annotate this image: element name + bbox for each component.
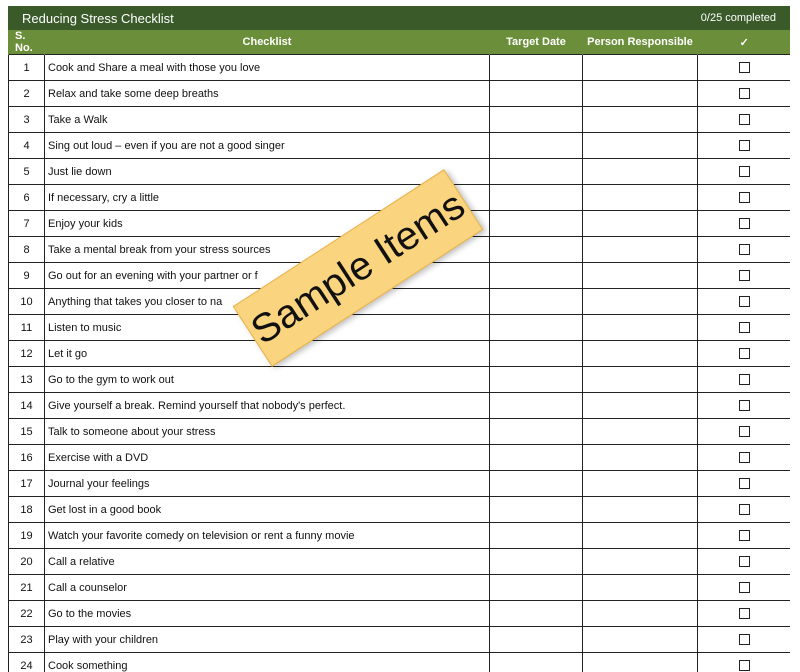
- table-row: [9, 393, 791, 419]
- table-row: [9, 107, 791, 133]
- person-responsible-cell[interactable]: [583, 185, 698, 211]
- done-cell: [698, 497, 791, 523]
- person-responsible-cell[interactable]: [583, 549, 698, 575]
- checklist-item-text[interactable]: Relax and take some deep breaths: [45, 81, 490, 107]
- person-responsible-cell[interactable]: [583, 601, 698, 627]
- checklist-table: [8, 30, 790, 672]
- row-number: 17: [9, 471, 45, 497]
- table-row: [9, 289, 791, 315]
- person-responsible-cell[interactable]: [583, 159, 698, 185]
- sheet-title: Reducing Stress Checklist: [22, 10, 174, 26]
- target-date-cell[interactable]: [490, 107, 583, 133]
- done-cell: [698, 133, 791, 159]
- person-responsible-cell[interactable]: [583, 367, 698, 393]
- table-row: [9, 471, 791, 497]
- row-number: 8: [9, 237, 45, 263]
- target-date-cell[interactable]: [490, 55, 583, 81]
- done-cell: [698, 627, 791, 653]
- target-date-cell[interactable]: [490, 237, 583, 263]
- checklist-item-text[interactable]: Talk to someone about your stress: [45, 419, 490, 445]
- table-row: [9, 315, 791, 341]
- done-cell: [698, 185, 791, 211]
- person-responsible-cell[interactable]: [583, 55, 698, 81]
- target-date-cell[interactable]: [490, 653, 583, 672]
- checkbox[interactable]: [739, 218, 750, 229]
- row-number: 18: [9, 497, 45, 523]
- checkbox[interactable]: [739, 400, 750, 411]
- row-number: 6: [9, 185, 45, 211]
- checklist-item-text[interactable]: Listen to music: [45, 315, 490, 341]
- target-date-cell[interactable]: [490, 185, 583, 211]
- checkbox[interactable]: [739, 608, 750, 619]
- row-number: 9: [9, 263, 45, 289]
- done-cell: [698, 263, 791, 289]
- checklist-item-text[interactable]: Let it go: [45, 341, 490, 367]
- person-responsible-cell[interactable]: [583, 237, 698, 263]
- done-cell: [698, 653, 791, 672]
- person-responsible-cell[interactable]: [583, 393, 698, 419]
- row-number: 14: [9, 393, 45, 419]
- target-date-cell[interactable]: [490, 549, 583, 575]
- target-date-cell[interactable]: [490, 393, 583, 419]
- table-row: [9, 419, 791, 445]
- target-date-cell[interactable]: [490, 419, 583, 445]
- checklist-item-text[interactable]: Call a relative: [45, 549, 490, 575]
- done-cell: [698, 107, 791, 133]
- person-responsible-cell[interactable]: [583, 419, 698, 445]
- person-responsible-cell[interactable]: [583, 315, 698, 341]
- checklist-item-text[interactable]: Go out for an evening with your partner or f: [45, 263, 490, 289]
- column-header-person-responsible: Person Responsible: [583, 30, 698, 55]
- table-row: [9, 55, 791, 81]
- row-number: 4: [9, 133, 45, 159]
- target-date-cell[interactable]: [490, 523, 583, 549]
- done-cell: [698, 289, 791, 315]
- target-date-cell[interactable]: [490, 601, 583, 627]
- target-date-cell[interactable]: [490, 471, 583, 497]
- row-number: 15: [9, 419, 45, 445]
- target-date-cell[interactable]: [490, 211, 583, 237]
- done-cell: [698, 211, 791, 237]
- checklist-item-text[interactable]: Take a mental break from your stress sources: [45, 237, 490, 263]
- checkbox[interactable]: [739, 504, 750, 515]
- row-number: 1: [9, 55, 45, 81]
- checkbox[interactable]: [739, 634, 750, 645]
- person-responsible-cell[interactable]: [583, 575, 698, 601]
- done-cell: [698, 549, 791, 575]
- checklist-item-text[interactable]: Journal your feelings: [45, 471, 490, 497]
- checkbox[interactable]: [739, 348, 750, 359]
- checkbox[interactable]: [739, 530, 750, 541]
- person-responsible-cell[interactable]: [583, 107, 698, 133]
- person-responsible-cell[interactable]: [583, 133, 698, 159]
- done-cell: [698, 237, 791, 263]
- row-number: 22: [9, 601, 45, 627]
- person-responsible-cell[interactable]: [583, 289, 698, 315]
- target-date-cell[interactable]: [490, 341, 583, 367]
- done-cell: [698, 601, 791, 627]
- target-date-cell[interactable]: [490, 315, 583, 341]
- person-responsible-cell[interactable]: [583, 341, 698, 367]
- checkbox[interactable]: [739, 426, 750, 437]
- table-row: [9, 159, 791, 185]
- checklist-item-text[interactable]: Just lie down: [45, 159, 490, 185]
- sample-items-watermark: Sample Items: [233, 169, 484, 367]
- checklist-item-text[interactable]: Anything that takes you closer to na: [45, 289, 490, 315]
- checklist-item-text[interactable]: Enjoy your kids: [45, 211, 490, 237]
- checklist-item-text[interactable]: Sing out loud – even if you are not a good singer: [45, 133, 490, 159]
- column-header-checklist: Checklist: [45, 30, 490, 55]
- person-responsible-cell[interactable]: [583, 653, 698, 672]
- column-header-sno: S. No.: [9, 30, 45, 55]
- table-row: [9, 575, 791, 601]
- done-cell: [698, 419, 791, 445]
- target-date-cell[interactable]: [490, 133, 583, 159]
- person-responsible-cell[interactable]: [583, 81, 698, 107]
- column-header-done: ✓: [698, 30, 791, 55]
- done-cell: [698, 315, 791, 341]
- person-responsible-cell[interactable]: [583, 211, 698, 237]
- checklist-item-text[interactable]: Call a counselor: [45, 575, 490, 601]
- row-number: 23: [9, 627, 45, 653]
- row-number: 24: [9, 653, 45, 672]
- checkbox[interactable]: [739, 296, 750, 307]
- target-date-cell[interactable]: [490, 575, 583, 601]
- checklist-item-text[interactable]: Go to the movies: [45, 601, 490, 627]
- row-number: 2: [9, 81, 45, 107]
- row-number: 5: [9, 159, 45, 185]
- person-responsible-cell[interactable]: [583, 445, 698, 471]
- target-date-cell[interactable]: [490, 159, 583, 185]
- checkbox[interactable]: [739, 140, 750, 151]
- row-number: 20: [9, 549, 45, 575]
- checkbox[interactable]: [739, 114, 750, 125]
- table-row: [9, 367, 791, 393]
- checkbox[interactable]: [739, 166, 750, 177]
- checkbox[interactable]: [739, 192, 750, 203]
- checkbox[interactable]: [739, 452, 750, 463]
- checkbox[interactable]: [739, 244, 750, 255]
- checklist-item-text[interactable]: Take a Walk: [45, 107, 490, 133]
- done-cell: [698, 341, 791, 367]
- checklist-item-text[interactable]: Cook something: [45, 653, 490, 672]
- table-row: [9, 133, 791, 159]
- checkbox[interactable]: [739, 556, 750, 567]
- target-date-cell[interactable]: [490, 445, 583, 471]
- column-header-target-date: Target Date: [490, 30, 583, 55]
- checkbox[interactable]: [739, 88, 750, 99]
- done-cell: [698, 159, 791, 185]
- checklist-item-text[interactable]: Exercise with a DVD: [45, 445, 490, 471]
- checklist-item-text[interactable]: If necessary, cry a little: [45, 185, 490, 211]
- target-date-cell[interactable]: [490, 263, 583, 289]
- checkbox[interactable]: [739, 62, 750, 73]
- table-row: [9, 81, 791, 107]
- table-row: [9, 445, 791, 471]
- person-responsible-cell[interactable]: [583, 523, 698, 549]
- row-number: 3: [9, 107, 45, 133]
- done-cell: [698, 471, 791, 497]
- checkbox[interactable]: [739, 478, 750, 489]
- row-number: 12: [9, 341, 45, 367]
- person-responsible-cell[interactable]: [583, 627, 698, 653]
- done-cell: [698, 523, 791, 549]
- target-date-cell[interactable]: [490, 289, 583, 315]
- done-cell: [698, 393, 791, 419]
- target-date-cell[interactable]: [490, 367, 583, 393]
- checklist-sheet: [8, 6, 790, 672]
- target-date-cell[interactable]: [490, 497, 583, 523]
- header-row: [9, 30, 791, 55]
- table-row: [9, 549, 791, 575]
- table-row: [9, 627, 791, 653]
- row-number: 13: [9, 367, 45, 393]
- done-cell: [698, 81, 791, 107]
- completion-status: 0/25 completed: [700, 12, 776, 24]
- row-number: 19: [9, 523, 45, 549]
- done-cell: [698, 55, 791, 81]
- table-row: [9, 341, 791, 367]
- checkbox[interactable]: [739, 374, 750, 385]
- checkbox[interactable]: [739, 660, 750, 671]
- done-cell: [698, 367, 791, 393]
- target-date-cell[interactable]: [490, 627, 583, 653]
- checkbox[interactable]: [739, 582, 750, 593]
- checklist-item-text[interactable]: Watch your favorite comedy on television or rent a funny movie: [45, 523, 490, 549]
- checklist-item-text[interactable]: Cook and Share a meal with those you love: [45, 55, 490, 81]
- checkbox[interactable]: [739, 270, 750, 281]
- checkbox[interactable]: [739, 322, 750, 333]
- table-row: [9, 497, 791, 523]
- person-responsible-cell[interactable]: [583, 263, 698, 289]
- checklist-item-text[interactable]: Go to the gym to work out: [45, 367, 490, 393]
- row-number: 10: [9, 289, 45, 315]
- done-cell: [698, 445, 791, 471]
- person-responsible-cell[interactable]: [583, 497, 698, 523]
- person-responsible-cell[interactable]: [583, 471, 698, 497]
- row-number: 7: [9, 211, 45, 237]
- row-number: 11: [9, 315, 45, 341]
- checklist-item-text[interactable]: Give yourself a break. Remind yourself that nobody's perfect.: [45, 393, 490, 419]
- table-row: [9, 601, 791, 627]
- row-number: 16: [9, 445, 45, 471]
- table-row: [9, 653, 791, 672]
- checklist-item-text[interactable]: Get lost in a good book: [45, 497, 490, 523]
- done-cell: [698, 575, 791, 601]
- row-number: 21: [9, 575, 45, 601]
- table-row: [9, 523, 791, 549]
- target-date-cell[interactable]: [490, 81, 583, 107]
- title-bar: [8, 6, 790, 30]
- checklist-item-text[interactable]: Play with your children: [45, 627, 490, 653]
